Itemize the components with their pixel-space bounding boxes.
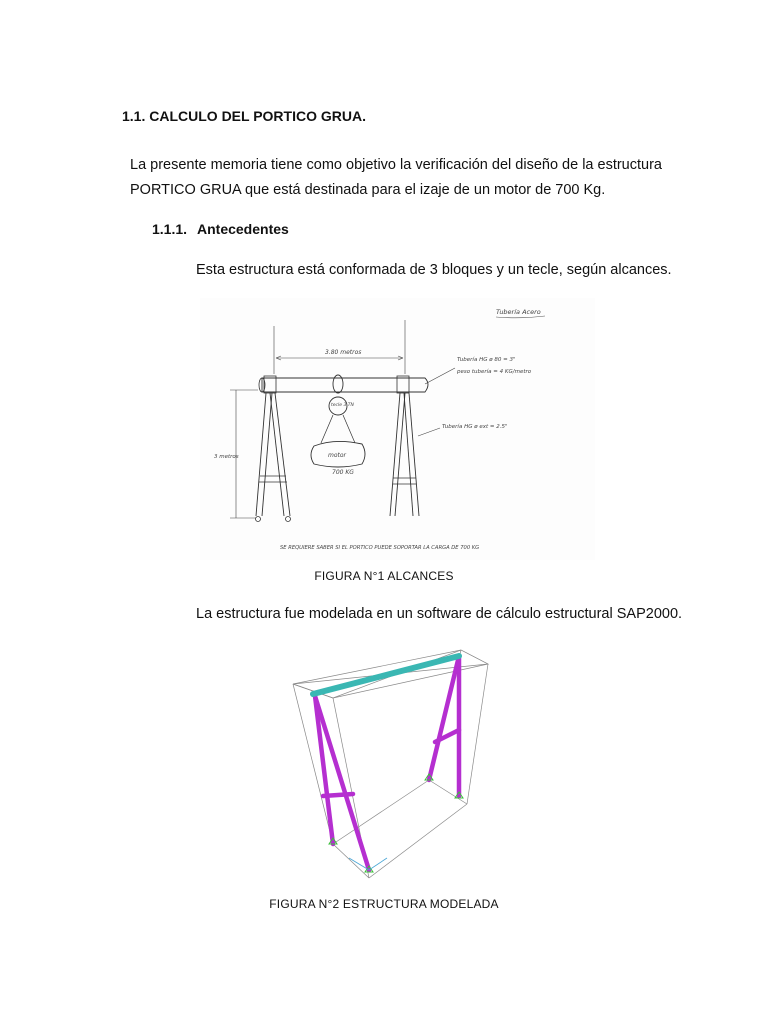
subsection-number: 1.1.1. xyxy=(152,221,188,237)
subsection-heading xyxy=(152,221,289,237)
sketch-weight-spec: peso tubería = 4 KG/metro xyxy=(457,369,532,375)
sketch-leg-spec: Tubería HG ø ext = 2.5" xyxy=(442,424,508,430)
sketch-beam-spec: Tubería HG ø 80 = 3" xyxy=(457,357,516,363)
section-heading: 1.1. CALCULO DEL PORTICO GRUA. xyxy=(122,108,366,124)
sketch-span: 3.80 metros xyxy=(325,349,362,356)
sketch-title: Tubería Acero xyxy=(496,308,541,316)
sketch-load-weight: 700 KG xyxy=(332,469,354,476)
subsection-title: Antecedentes xyxy=(197,221,289,237)
sketch-load: motor xyxy=(328,452,347,459)
figure-2-caption: FIGURA N°2 ESTRUCTURA MODELADA xyxy=(269,897,499,911)
figure-1-caption: FIGURA N°1 ALCANCES xyxy=(314,569,454,583)
antecedentes-text: Esta estructura está conformada de 3 bloques y un tecle, según alcances. xyxy=(196,262,672,278)
sketch-hoist: tecle 3 TN xyxy=(331,403,354,408)
intro-paragraph: La presente memoria tiene como objetivo la verificación del diseño de la estructura PORTICO GRUA que está destinada para el izaje de un motor de 700 Kg. xyxy=(130,157,662,198)
sketch-height: 3 metros xyxy=(214,454,239,460)
figure-2-model xyxy=(283,644,498,880)
sketch-note: SE REQUIERE SABER SI EL PORTICO PUEDE SOPORTAR LA CARGA DE 700 KG xyxy=(280,545,480,551)
model-paragraph: La estructura fue modelada en un software de cálculo estructural SAP2000. xyxy=(196,606,683,622)
figure-1-sketch xyxy=(200,298,595,560)
